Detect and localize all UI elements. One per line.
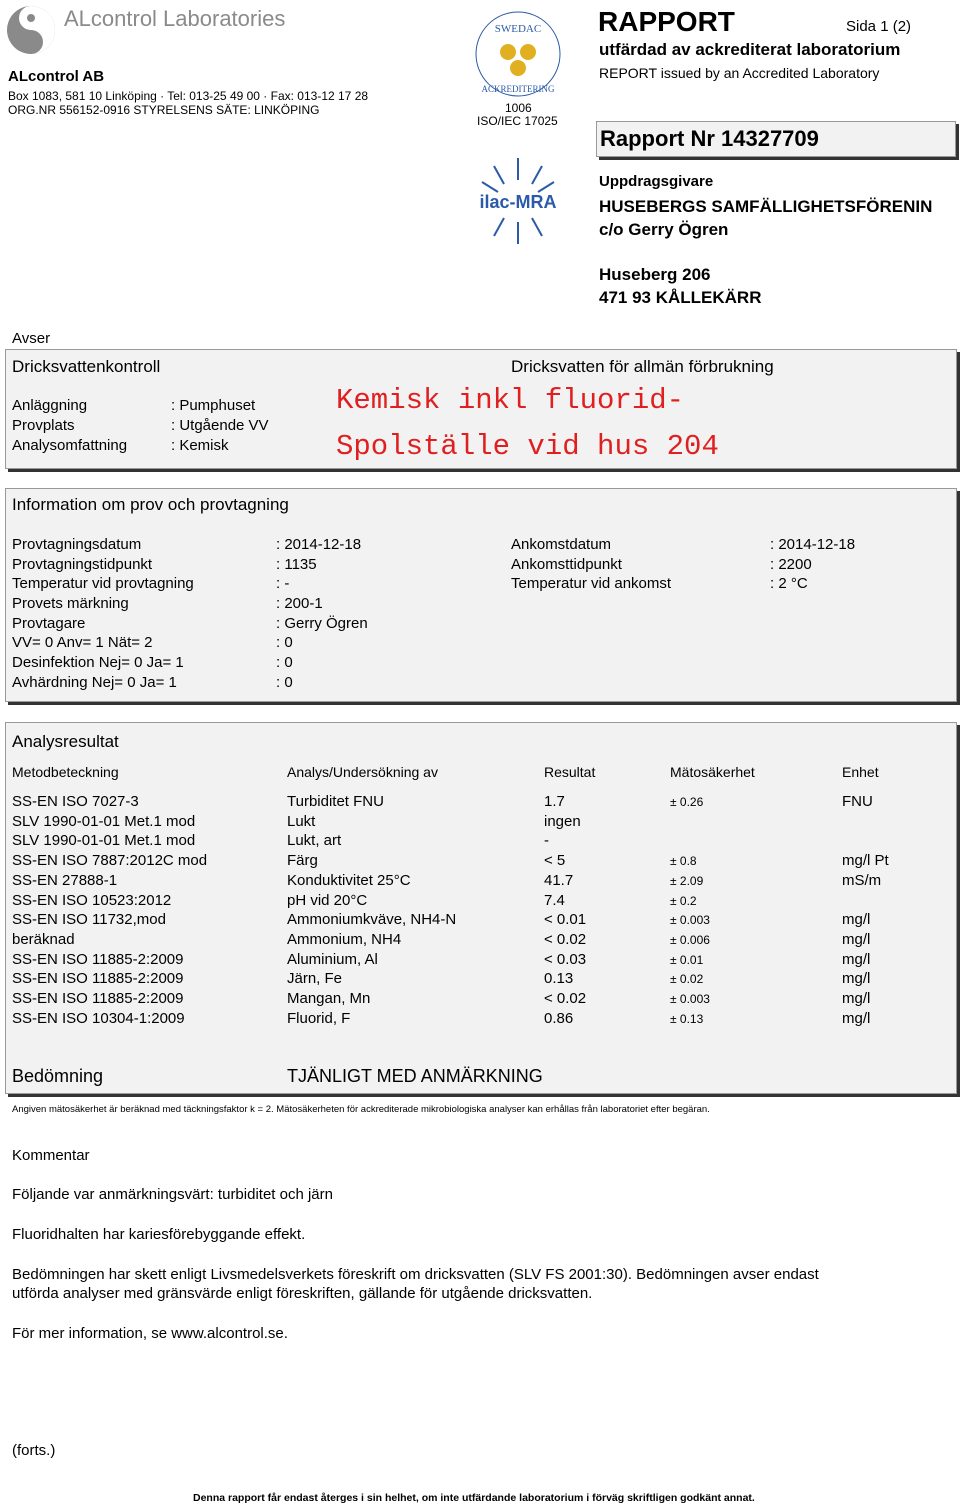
comment-line: För mer information, se www.alcontrol.se. [12,1325,288,1342]
results-title: Analysresultat [12,732,119,751]
sampling-label: VV= 0 Anv= 1 Nät= 2 [12,634,153,651]
cell-unit: mg/l Pt [842,852,889,870]
avser-title-right: Dricksvatten för allmän förbrukning [511,357,774,376]
sampling-value: : Gerry Ögren [276,615,368,632]
cell-uncertainty: ± 0.2 [670,893,697,908]
avser-field-label: Analysomfattning [12,437,128,454]
cell-analysis: Lukt, art [287,832,342,850]
avser-field-label: Anläggning [12,397,88,414]
cell-method: SS-EN ISO 11732,mod [12,911,166,929]
handwritten-note-1: Kemisk inkl fluorid- [336,384,685,417]
handwritten-note-2: Spolställe vid hus 204 [336,430,719,463]
avser-field-value: : Kemisk [171,437,229,454]
table-row [6,872,956,892]
cell-uncertainty: ± 0.13 [670,1011,704,1026]
company-logo [5,4,57,56]
sampling-value: : 2 °C [770,575,808,592]
avser-field-label: Provplats [12,417,75,434]
company-short: ALcontrol AB [8,68,105,85]
comment-line: Följande var anmärkningsvärt: turbiditet och järn [12,1186,333,1203]
sampling-title: Information om prov och provtagning [12,495,289,514]
sampling-label: Avhärdning Nej= 0 Ja= 1 [12,674,177,691]
sampling-label: Temperatur vid ankomst [511,575,672,592]
cell-method: SS-EN 27888-1 [12,871,118,889]
table-row [6,793,956,813]
cell-method: SS-EN ISO 7887:2012C mod [12,852,208,870]
cell-result: 7.4 [544,891,565,909]
cell-result: < 0.01 [544,911,587,929]
sampling-value: : 2200 [770,556,812,573]
swedac-logo [472,8,564,100]
cell-result: 41.7 [544,871,574,889]
table-row [6,892,956,912]
cell-method: SS-EN ISO 7027-3 [12,793,139,810]
cell-method: SLV 1990-01-01 Met.1 mod [12,812,196,830]
cell-analysis: Järn, Fe [287,970,343,988]
avser-title-left: Dricksvattenkontroll [12,357,161,376]
cell-uncertainty: ± 0.02 [670,972,704,987]
avser-box [5,349,957,469]
cell-analysis: Fluorid, F [287,1009,351,1027]
table-row [6,990,956,1010]
cell-result: < 0.02 [544,930,587,948]
results-box [5,722,957,1094]
svg-text:SWEDAC: SWEDAC [494,23,542,35]
column-header-method: Metodbeteckning [12,764,119,780]
assessment-value: TJÄNLIGT MED ANMÄRKNING [287,1066,543,1086]
cell-unit: mg/l [842,1009,871,1027]
sampling-value: : 0 [276,674,293,691]
cell-unit: mg/l [842,930,871,948]
sampling-value: : - [276,575,290,592]
cell-unit: FNU [842,793,873,810]
sampling-value: : 1135 [276,556,317,573]
cell-method: SS-EN ISO 11885-2:2009 [12,970,184,988]
table-row [6,951,956,971]
client-address2: 471 93 KÅLLEKÄRR [599,288,762,307]
avser-field-value: : Utgående VV [171,417,269,434]
cell-analysis: Aluminium, Al [287,950,378,968]
sampling-value: : 0 [276,654,293,671]
report-subtitle-en: REPORT issued by an Accredited Laboratory [599,65,880,81]
table-row [6,911,956,931]
cell-result: < 0.02 [544,990,587,1007]
cell-analysis: Lukt [287,812,316,830]
column-header-uncertainty: Mätosäkerhet [670,764,755,780]
cell-method: SS-EN ISO 10523:2012 [12,891,172,909]
cell-analysis: pH vid 20°C [287,891,368,909]
avser-field-value: : Pumphuset [171,397,256,414]
table-row [6,931,956,951]
cell-uncertainty: ± 0.003 [670,913,710,928]
cell-result: < 5 [544,852,566,870]
cell-unit: mg/l [842,970,871,988]
sampling-value: : 0 [276,634,293,651]
cell-method: SS-EN ISO 11885-2:2009 [12,950,184,968]
sampling-value: : 2014-12-18 [276,536,362,553]
svg-text:ilac-MRA: ilac-MRA [479,192,557,212]
cell-unit: mg/l [842,911,871,929]
cell-analysis: Ammonium, NH4 [287,930,402,948]
results-table [6,793,956,1033]
cell-result: 1.7 [544,793,565,810]
column-header-analysis: Analys/Undersökning av [287,764,438,780]
continued-marker: (forts.) [12,1442,56,1459]
cell-analysis: Konduktivitet 25°C [287,871,411,889]
page-number: Sida 1 (2) [846,18,912,35]
comment-line: utförda analyser med gränsvärde enligt föreskriften, gällande för utgående dricksvatten. [12,1285,593,1302]
cell-result: 0.13 [544,970,574,988]
sampling-value: : 200-1 [276,595,323,612]
svg-text:ACKREDITERING: ACKREDITERING [481,84,555,94]
cell-uncertainty: ± 0.003 [670,992,710,1006]
cell-uncertainty: ± 0.8 [670,854,697,869]
comment-line: Fluoridhalten har kariesförebyggande effekt. [12,1226,306,1243]
avser-label: Avser [12,330,51,347]
cell-analysis: Mangan, Mn [287,990,371,1007]
cell-analysis: Ammoniumkväve, NH4-N [287,911,457,929]
cell-method: SLV 1990-01-01 Met.1 mod [12,832,196,850]
company-orgnr: ORG.NR 556152-0916 STYRELSENS SÄTE: LINKÖPING [8,103,320,117]
sampling-box [5,488,957,702]
swedac-number: 1006 [505,101,532,115]
sampling-label: Provets märkning [12,595,129,612]
table-row [6,970,956,990]
cell-uncertainty: ± 0.006 [670,932,710,947]
client-name: HUSEBERGS SAMFÄLLIGHETSFÖRENIN [599,197,933,216]
cell-result: - [544,832,549,850]
uncertainty-footnote: Angiven mätosäkerhet är beräknad med täckningsfaktor k = 2. Mätosäkerheten för ackrediterade mikrobiologiska analyser kan erhållas från laboratoriet efter begäran. [12,1104,710,1115]
sampling-label: Provtagningstidpunkt [12,556,153,573]
cell-unit: mg/l [842,990,871,1007]
sampling-value: : 2014-12-18 [770,536,856,553]
comment-line: Bedömningen har skett enligt Livsmedelsverkets föreskrift om dricksvatten (SLV FS 2001:30). Bedömningen avser endast [12,1266,819,1283]
cell-uncertainty: ± 0.26 [670,795,704,809]
cell-method: SS-EN ISO 11885-2:2009 [12,990,184,1007]
table-row [6,832,956,852]
swedac-standard: ISO/IEC 17025 [477,114,558,128]
table-row [6,852,956,872]
cell-result: < 0.03 [544,950,587,968]
client-co: c/o Gerry Ögren [599,220,729,239]
report-title: RAPPORT [598,6,735,37]
sampling-label: Provtagare [12,615,86,632]
cell-uncertainty: ± 2.09 [670,873,704,888]
sampling-label: Provtagningsdatum [12,536,142,553]
sampling-label: Ankomstdatum [511,536,612,553]
cell-result: 0.86 [544,1009,574,1027]
assessment-label: Bedömning [12,1066,104,1086]
cell-method: beräknad [12,930,75,948]
column-header-unit: Enhet [842,764,879,780]
cell-method: SS-EN ISO 10304-1:2009 [12,1009,185,1027]
cell-unit: mg/l [842,950,871,968]
cell-result: ingen [544,812,581,830]
cell-analysis: Turbiditet FNU [287,793,384,810]
comments-title: Kommentar [12,1147,90,1164]
report-number: Rapport Nr 14327709 [600,126,819,151]
client-address1: Huseberg 206 [599,265,711,284]
sampling-label: Desinfektion Nej= 0 Ja= 1 [12,654,184,671]
sampling-label: Temperatur vid provtagning [12,575,194,592]
company-address: Box 1083, 581 10 Linköping · Tel: 013-25 49 00 · Fax: 013-12 17 28 [8,89,369,103]
column-header-result: Resultat [544,764,596,780]
sampling-label: Ankomsttidpunkt [511,556,622,573]
report-number-box [596,121,956,157]
table-row [6,1010,956,1030]
table-row [6,813,956,833]
report-subtitle: utfärdad av ackrediterat laboratorium [599,40,901,59]
client-label: Uppdragsgivare [599,173,714,190]
cell-analysis: Färg [287,852,318,870]
ilac-logo [474,152,562,248]
bottom-note: Denna rapport får endast återges i sin helhet, om inte utfärdande laboratorium i förväg skriftligen godkänt annat. [193,1492,755,1504]
cell-uncertainty: ± 0.01 [670,952,704,967]
cell-unit: mS/m [842,871,882,889]
company-name: ALcontrol Laboratories [64,6,286,31]
